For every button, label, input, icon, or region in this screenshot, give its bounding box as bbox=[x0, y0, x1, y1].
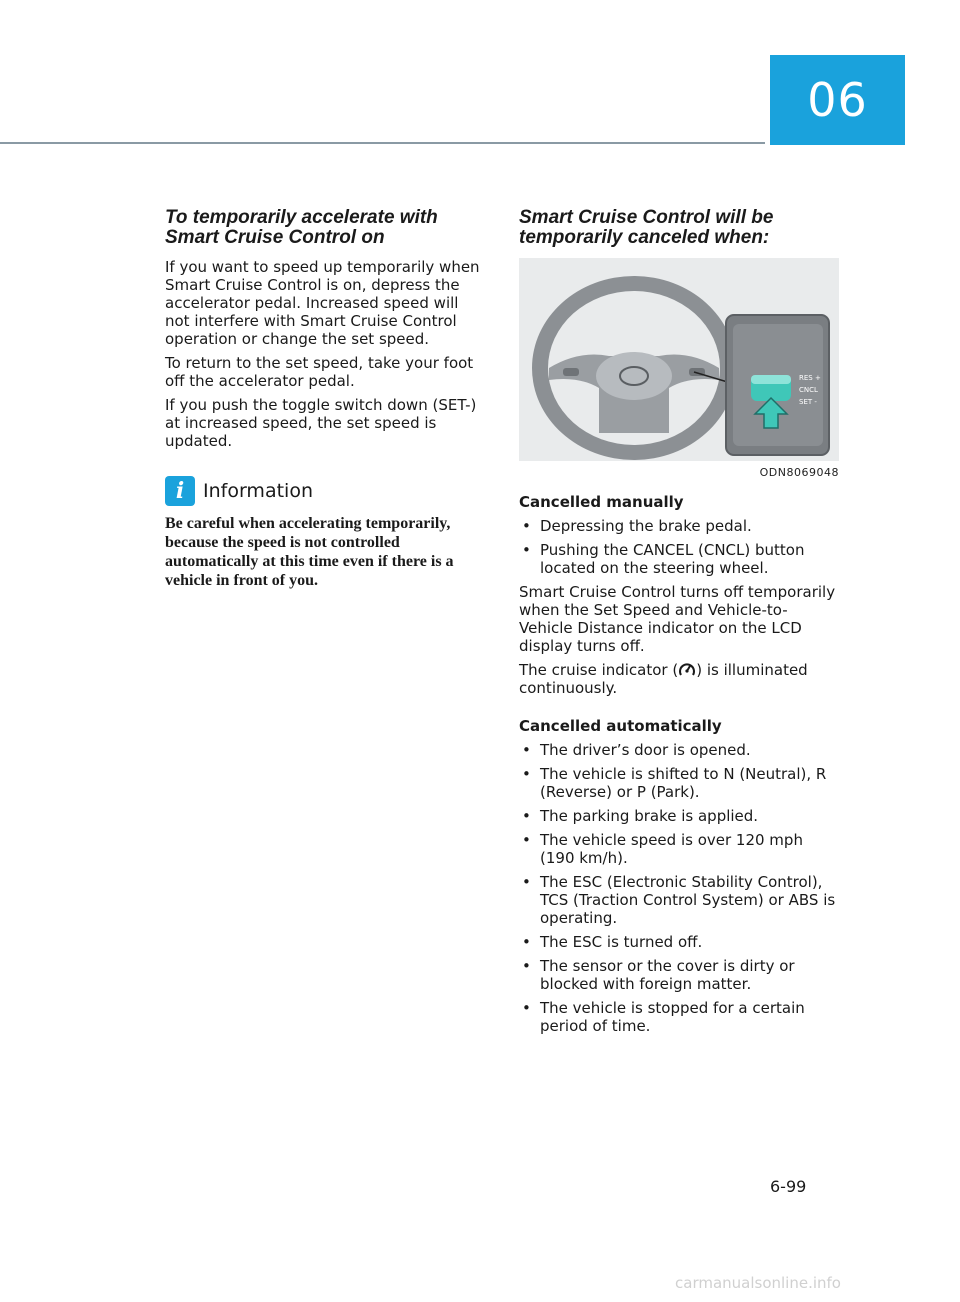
steering-wheel-illustration bbox=[519, 258, 839, 461]
list-item: • The vehicle speed is over 120 mph (190 km/h). bbox=[519, 831, 839, 867]
list-item: • The driver’s door is opened. bbox=[519, 741, 839, 759]
list-item: • The ESC (Electronic Stability Control), TCS (Traction Control System) or ABS is operating. bbox=[519, 873, 839, 927]
right-column bbox=[519, 208, 839, 1041]
paragraph: To return to the set speed, take your foot off the accelerator pedal. bbox=[165, 354, 474, 390]
watermark: carmanualsonline.info bbox=[675, 1274, 841, 1292]
cruise-indicator-paragraph bbox=[519, 661, 839, 697]
subheading-automatic: Cancelled automatically bbox=[519, 717, 722, 735]
cruise-indicator-icon bbox=[678, 662, 696, 678]
header-rule bbox=[0, 142, 765, 144]
automatic-cancel-list bbox=[519, 741, 839, 1035]
information-box bbox=[165, 476, 485, 590]
chapter-tab: 06 bbox=[770, 55, 905, 145]
information-title: Information bbox=[203, 480, 313, 502]
manual-cancel-list bbox=[519, 517, 839, 577]
list-item: • The ESC is turned off. bbox=[519, 933, 839, 951]
section-heading-accelerate: To temporarily accelerate with Smart Cruise Control on bbox=[165, 207, 438, 248]
switch-label-res: RES + bbox=[799, 374, 821, 382]
switch-label-cncl: CNCL bbox=[799, 386, 818, 394]
section-heading-canceled: Smart Cruise Control will be temporarily canceled when: bbox=[519, 207, 774, 248]
info-icon: i bbox=[165, 476, 195, 506]
paragraph: If you want to speed up temporarily when Smart Cruise Control is on, depress the accelerator pedal. Increased speed will not interfere with Smart Cruise Control operation or change the set speed. bbox=[165, 258, 480, 348]
figure-code: ODN8069048 bbox=[759, 466, 839, 479]
list-item: • Pushing the CANCEL (CNCL) button located on the steering wheel. bbox=[519, 541, 839, 577]
list-item: • The sensor or the cover is dirty or blocked with foreign matter. bbox=[519, 957, 839, 993]
list-item: • The vehicle is stopped for a certain period of time. bbox=[519, 999, 839, 1035]
left-column bbox=[165, 208, 485, 590]
subheading-manual: Cancelled manually bbox=[519, 493, 684, 511]
list-item: • Depressing the brake pedal. bbox=[519, 517, 839, 535]
list-item: • The parking brake is applied. bbox=[519, 807, 839, 825]
information-body: Be careful when accelerating temporarily, because the speed is not controlled automatically at this time even if there is a vehicle in front of you. bbox=[165, 515, 454, 589]
paragraph: Smart Cruise Control turns off temporarily when the Set Speed and Vehicle-to-Vehicle Distance indicator on the LCD display turns off. bbox=[519, 583, 836, 655]
paragraph: If you push the toggle switch down (SET-) at increased speed, the set speed is updated. bbox=[165, 396, 477, 450]
steering-wheel-figure bbox=[519, 258, 839, 461]
page-number: 6-99 bbox=[770, 1177, 807, 1196]
switch-label-set: SET - bbox=[799, 398, 817, 406]
list-item: • The vehicle is shifted to N (Neutral), R (Reverse) or P (Park). bbox=[519, 765, 839, 801]
indicator-text-before: The cruise indicator ( bbox=[519, 661, 679, 679]
indicator-text-after: ) is illuminated continuously. bbox=[519, 661, 808, 697]
information-header bbox=[165, 476, 485, 506]
